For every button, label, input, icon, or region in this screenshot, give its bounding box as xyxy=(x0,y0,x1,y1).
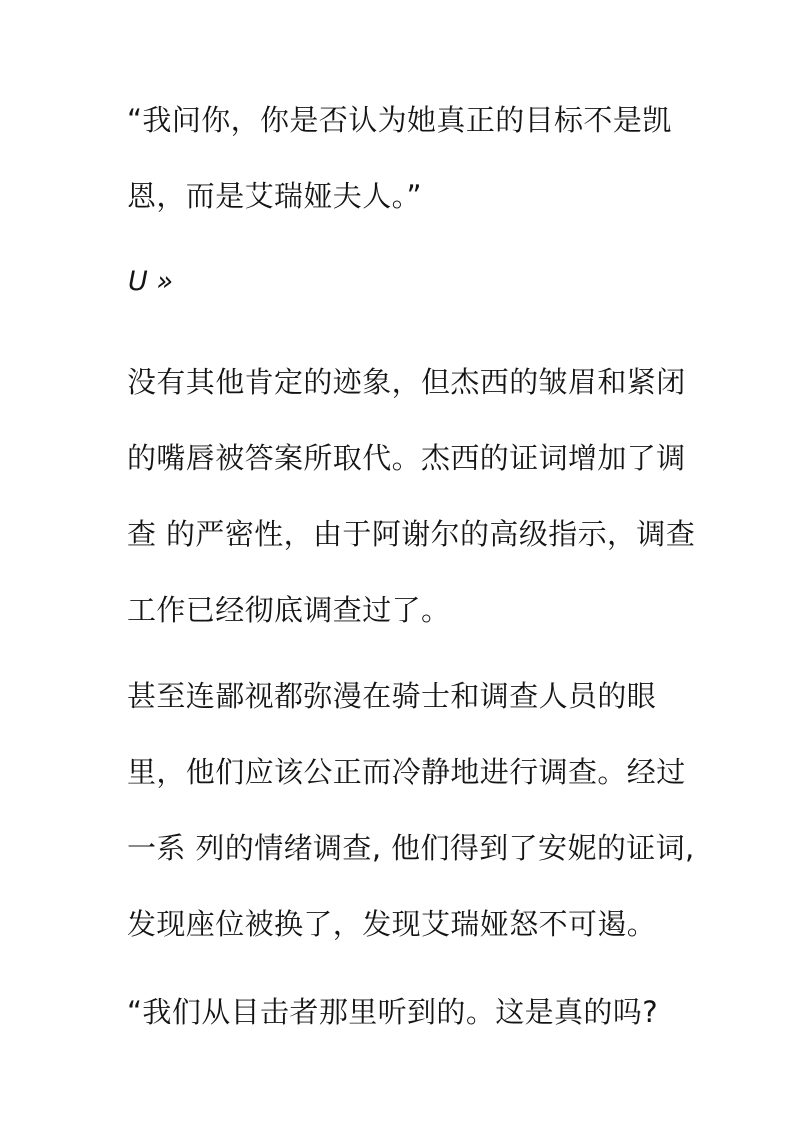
text-line-1: “我问你，你是否认为她真正的目标不是凯 xyxy=(127,103,672,137)
text-line-9: 一系 列的情绪调查, 他们得到了安妮的证词, xyxy=(127,831,695,865)
text-line-11: “我们从目击者那里听到的。这是真的吗? xyxy=(127,995,659,1029)
text-line-6: 工作已经彻底调查过了。 xyxy=(127,593,451,627)
text-line-8: 里，他们应该公正而冷静地进行调查。经过 xyxy=(127,755,686,789)
text-line-3: 没有其他肯定的迹象，但杰西的皱眉和紧闭 xyxy=(127,365,686,399)
text-line-10: 发现座位被换了，发现艾瑞娅怒不可遏。 xyxy=(127,907,657,941)
text-line-7: 甚至连鄙视都弥漫在骑士和调查人员的眼 xyxy=(127,679,657,713)
stray-mark: U » xyxy=(128,266,174,297)
text-line-5: 查 的严密性，由于阿谢尔的高级指示，调查 xyxy=(127,517,696,551)
text-line-4: 的嘴唇被答案所取代。杰西的证词增加了调 xyxy=(127,441,686,475)
text-line-2: 恩，而是艾瑞娅夫人。” xyxy=(127,179,422,213)
